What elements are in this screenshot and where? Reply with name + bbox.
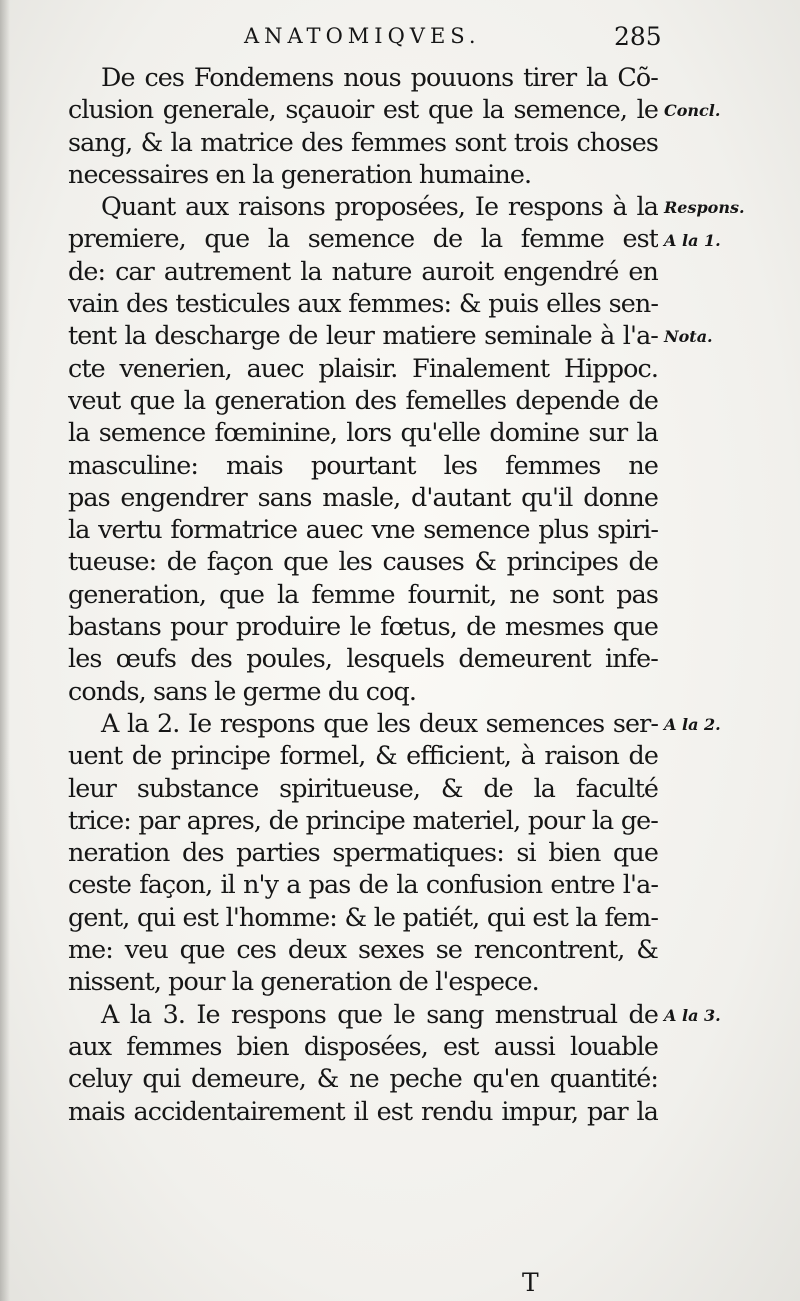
text-line: tent la descharge de leur matiere seminale à l'a-	[68, 320, 658, 351]
text-line: les œufs des poules, lesquels demeurent infe-	[68, 643, 658, 674]
text-line: nissent, pour la generation de l'espece.	[68, 966, 539, 997]
text-line: De ces Fondemens nous pouuons tirer la Cõ-	[101, 62, 658, 92]
page-gutter-shadow	[0, 0, 10, 1301]
signature-mark: T	[522, 1268, 539, 1297]
text-line: vain des testicules aux femmes: & puis elles sen-	[68, 288, 658, 319]
text-line: gent, qui est l'homme: & le patiét, qui est la fem-	[68, 901, 658, 932]
text-line: de: car autrement la nature auroit engendré en	[68, 255, 658, 286]
text-line: trice: par apres, de principe materiel, pour la ge-	[68, 804, 658, 835]
text-line: premiere, que la semence de la femme est	[68, 223, 658, 254]
text-line: clusion generale, sçauoir est que la semence, le	[68, 94, 658, 125]
text-line: conds, sans le germe du coq.	[68, 675, 417, 706]
text-body	[68, 61, 658, 1127]
margin-note: Respons.	[664, 198, 745, 218]
running-title: ANATOMIQVES.	[244, 24, 481, 48]
margin-note: Nota.	[664, 327, 713, 347]
text-line: la semence fœminine, lors qu'elle domine sur la	[68, 417, 658, 448]
page-number: 285	[614, 22, 662, 51]
text-line: ceste façon, il n'y a pas de la confusion entre l'a-	[68, 869, 658, 900]
text-line: la vertu formatrice auec vne semence plus spiri-	[68, 514, 658, 545]
margin-note: A la 1.	[664, 230, 721, 250]
text-line: pas engendrer sans masle, d'autant qu'il donne	[68, 481, 658, 512]
text-line: uent de principe formel, & efficient, à raison de	[68, 740, 658, 771]
text-line: sang, & la matrice des femmes sont trois choses	[68, 126, 658, 157]
text-line: generation, que la femme fournit, ne sont pas	[68, 578, 658, 609]
text-line: me: veu que ces deux sexes se rencontrent, &	[68, 934, 658, 965]
text-line: aux femmes bien disposées, est aussi louable	[68, 1030, 658, 1061]
text-line: neration des parties spermatiques: si bien que	[68, 837, 658, 868]
text-line: tueuse: de façon que les causes & principes de	[68, 546, 658, 577]
text-line: mais accidentairement il est rendu impur, par la	[68, 1095, 658, 1126]
margin-note: A la 3.	[664, 1005, 721, 1025]
text-line: celuy qui demeure, & ne peche qu'en quantité:	[68, 1063, 658, 1094]
margin-note: A la 2.	[664, 715, 721, 734]
text-line: cte venerien, auec plaisir. Finalement Hippoc.	[68, 352, 658, 383]
text-line: leur substance spiritueuse, & de la faculté	[68, 772, 658, 803]
text-line: A la 3. Ie respons que le sang menstrual de	[101, 998, 658, 1029]
text-line: bastans pour produire le fœtus, de mesmes que	[68, 611, 658, 642]
text-line: A la 2. Ie respons que les deux semences ser-	[101, 707, 658, 738]
text-line: masculine: mais pourtant les femmes ne	[68, 449, 658, 480]
text-line: Quant aux raisons proposées, Ie respons à la	[101, 191, 658, 222]
text-line: necessaires en la generation humaine.	[68, 158, 532, 189]
text-line: veut que la generation des femelles depende de	[68, 384, 658, 415]
margin-note: Concl.	[664, 101, 721, 121]
